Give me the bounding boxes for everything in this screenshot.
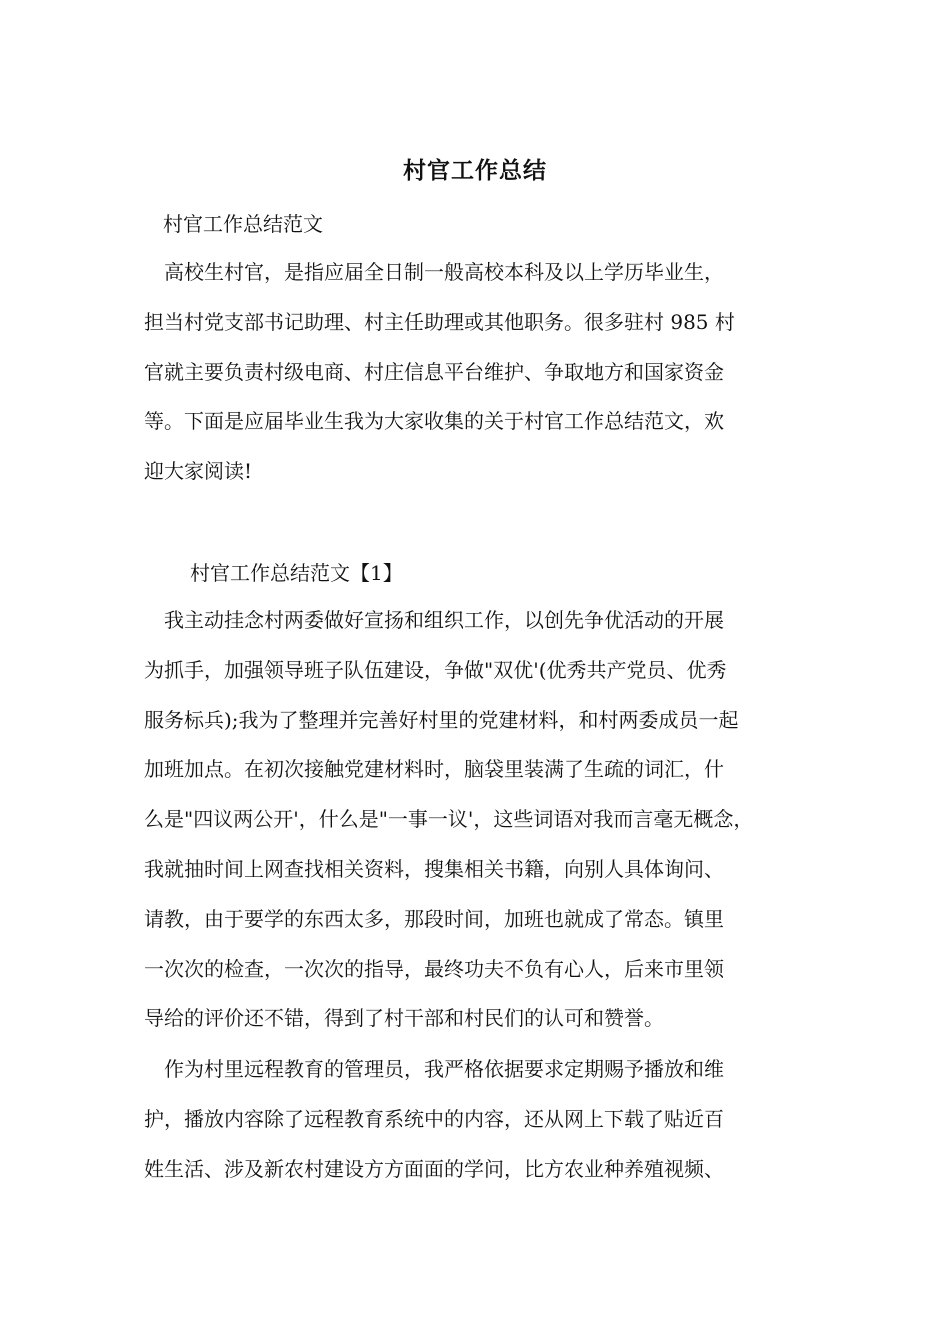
paragraph-line: 为抓手，加强领导班子队伍建设，争做"双优'(优秀共产党员、优秀 <box>144 657 727 682</box>
paragraph-line: 我就抽时间上网查找相关资料，搜集相关书籍，向别人具体询问、 <box>144 856 724 881</box>
document-subtitle: 村官工作总结范文 <box>163 212 323 236</box>
paragraph-line: 姓生活、涉及新农村建设方方面面的学问，比方农业种养殖视频、 <box>144 1156 724 1181</box>
paragraph-line: 服务标兵);我为了整理并完善好村里的党建材料，和村两委成员一起 <box>144 707 739 732</box>
body-paragraph-1 <box>144 596 824 1044</box>
paragraph-line: 我主动挂念村两委做好宣扬和组织工作，以创先争优活动的开展 <box>144 608 724 632</box>
paragraph-line: 作为村里远程教育的管理员，我严格依据要求定期赐予播放和维 <box>144 1057 724 1081</box>
paragraph-line: 导给的评价还不错，得到了村干部和村民们的认可和赞誉。 <box>144 1006 664 1031</box>
section-heading: 村官工作总结范文【1】 <box>190 561 403 585</box>
paragraph-line: 么是"四议两公开'，什么是"一事一议'，这些词语对我而言毫无概念， <box>144 807 754 832</box>
paragraph-line: 加班加点。在初次接触党建材料时，脑袋里装满了生疏的词汇，什 <box>144 757 724 782</box>
paragraph-line: 护，播放内容除了远程教育系统中的内容，还从网上下载了贴近百 <box>144 1106 724 1131</box>
intro-line: 高校生村官，是指应届全日制一般高校本科及以上学历毕业生， <box>144 260 724 284</box>
body-paragraph-2 <box>144 1045 824 1194</box>
intro-line: 迎大家阅读! <box>144 459 253 484</box>
intro-line: 等。下面是应届毕业生我为大家收集的关于村官工作总结范文，欢 <box>144 409 724 434</box>
paragraph-line: 一次次的检查，一次次的指导，最终功夫不负有心人，后来市里领 <box>144 956 724 981</box>
intro-line: 官就主要负责村级电商、村庄信息平台维护、争取地方和国家资金 <box>144 359 724 384</box>
intro-paragraph <box>144 248 824 497</box>
paragraph-line: 请教，由于要学的东西太多，那段时间，加班也就成了常态。镇里 <box>144 906 724 931</box>
document-title: 村官工作总结 <box>403 157 547 184</box>
intro-line: 担当村党支部书记助理、村主任助理或其他职务。很多驻村 985 村 <box>144 309 735 334</box>
